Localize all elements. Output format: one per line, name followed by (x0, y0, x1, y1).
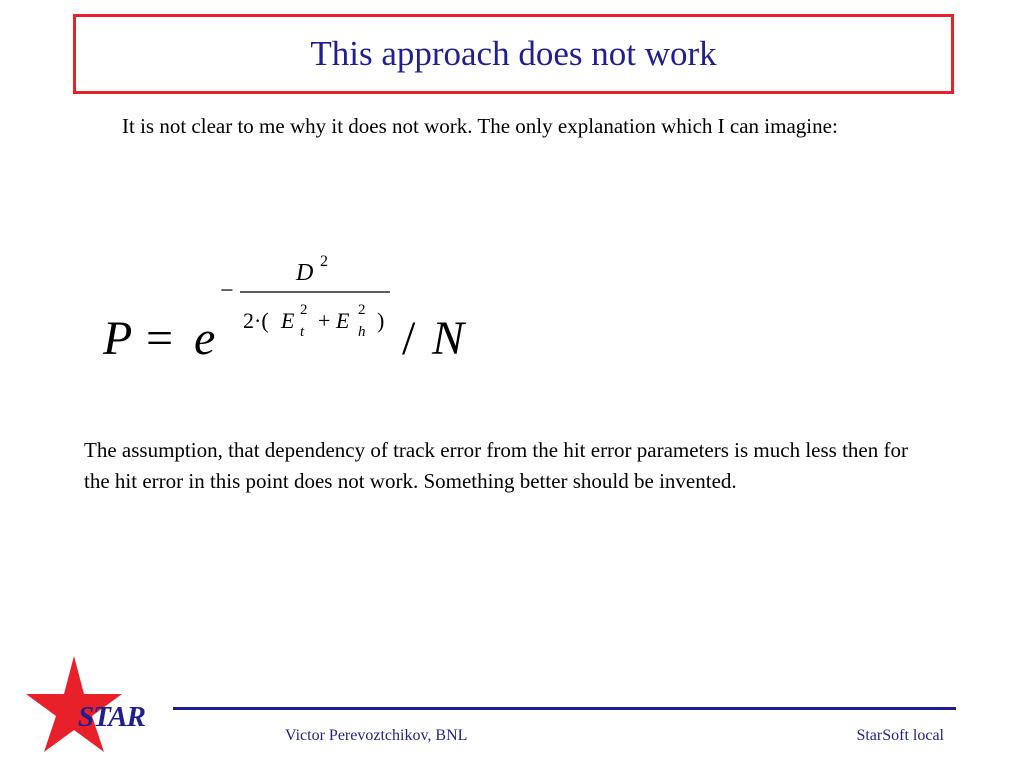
formula-den-coef: 2·( (243, 308, 269, 333)
formula-et-exp: 2 (300, 302, 308, 318)
formula-divisor: N (432, 312, 465, 365)
conclusion-paragraph: The assumption, that dependency of track error from the hit error parameters is much less then for the hit error in this point does not work. Something better should be invented. (84, 438, 908, 493)
footer-author: Victor Perevoztchikov, BNL (285, 727, 468, 744)
footer-project: StarSoft local (856, 727, 944, 744)
formula-lhs: P (103, 312, 133, 365)
footer-divider (173, 707, 956, 710)
formula-minus: − (220, 278, 234, 304)
formula-plus: + (318, 308, 331, 333)
logo-text: STAR (78, 701, 145, 733)
formula-et: E (281, 308, 295, 333)
formula-close: ) (377, 308, 385, 333)
slide-title: This approach does not work (310, 34, 717, 73)
formula-et-sub: t (300, 324, 305, 340)
formula-eh: E (336, 308, 350, 333)
title-box (73, 14, 954, 94)
formula-eh-exp: 2 (358, 302, 366, 318)
intro-paragraph: It is not clear to me why it does not work. The only explanation which I can imagine: (122, 114, 838, 138)
formula-equals: = (146, 312, 174, 365)
formula-base: e (194, 312, 216, 365)
formula-divide: / (402, 312, 416, 365)
formula-eh-sub: h (358, 324, 366, 340)
formula-num-exp: 2 (320, 253, 328, 270)
formula-numerator: D (296, 260, 314, 286)
